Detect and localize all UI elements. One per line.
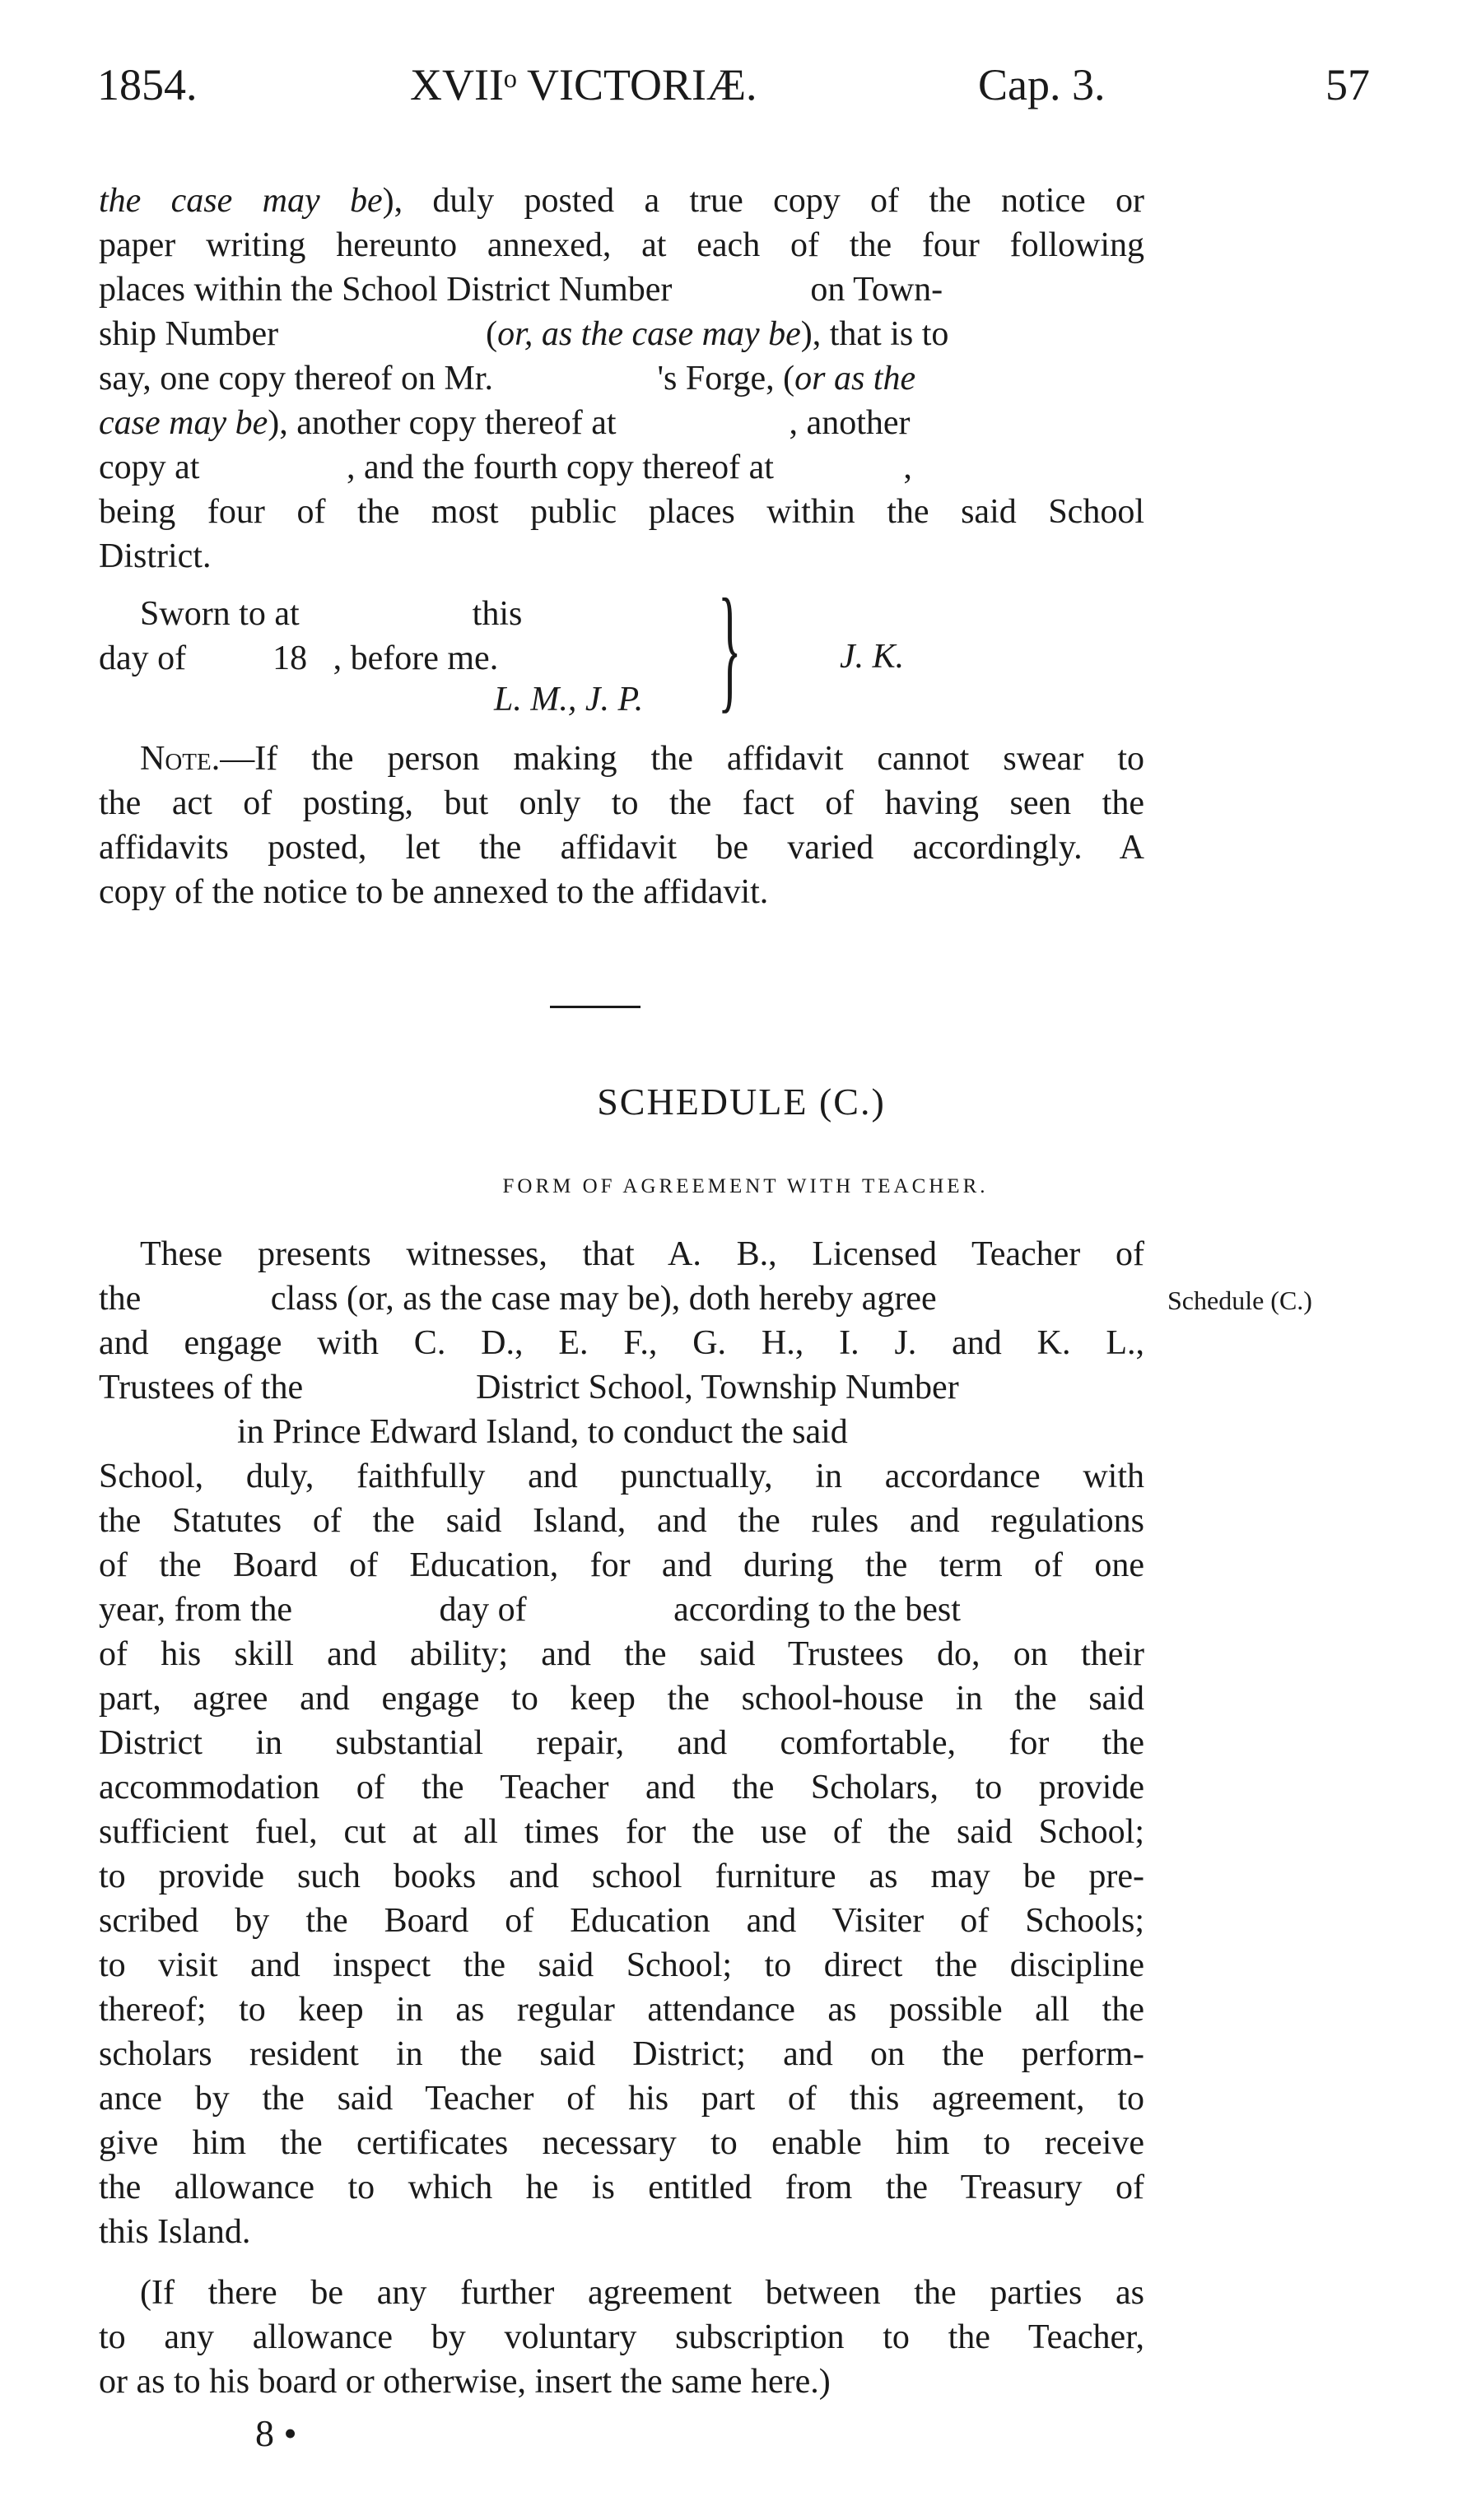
jurat-line: Sworn to at this (140, 595, 523, 633)
italic-phrase: the case may be (99, 182, 383, 220)
line-text: ), duly posted a true copy of the notice or (382, 182, 1144, 220)
signature-initials: J. K. (840, 638, 905, 676)
affidavit-line (99, 313, 1144, 356)
agreement-line: this Island. (99, 2213, 251, 2251)
affidavit-line: copy at , and the fourth copy thereof at , (99, 449, 912, 486)
agreement-line: in Prince Edward Island, to conduct the said (99, 1413, 848, 1451)
jurat-line: day of 18 , before me. (99, 639, 499, 677)
margin-note: Schedule (C.) (1167, 1286, 1312, 1315)
further-agreement-line: to any allowance by voluntary subscription to the Teacher, (99, 2318, 1144, 2356)
affidavit-line: paper writing hereunto annexed, at each of the four following (99, 226, 1144, 264)
line-text: say, one copy thereof on Mr. 's Forge, ( (99, 360, 795, 398)
agreement-line: to visit and inspect the said School; to direct the discipline (99, 1946, 1144, 1984)
agreement-line: and engage with C. D., E. F., G. H., I. J. and K. L., (99, 1324, 1144, 1362)
agreement-line: year, from the day of according to the best (99, 1591, 961, 1629)
further-agreement-line: or as to his board or otherwise, insert the same here.) (99, 2363, 831, 2401)
agreement-line: the Statutes of the said Island, and the rules and regulations (99, 1502, 1144, 1540)
note-line (140, 737, 1144, 780)
agreement-line: scribed by the Board of Education and Visiter of Schools; (99, 1902, 1144, 1940)
further-agreement-line: (If there be any further agreement between the parties as (140, 2274, 1144, 2312)
agreement-line: District in substantial repair, and comfortable, for the (99, 1724, 1144, 1762)
agreement-line: part, agree and engage to keep the school-house in the said (99, 1680, 1144, 1718)
agreement-line: These presents witnesses, that A. B., Licensed Teacher of (140, 1235, 1144, 1273)
agreement-line: the class (or, as the case may be), doth hereby agree (99, 1280, 937, 1318)
agreement-line: sufficient fuel, cut at all times for the use of the said School; (99, 1813, 1144, 1851)
note-label: Note. (140, 740, 221, 778)
signature-mark: 8 • (255, 2412, 297, 2454)
agreement-line: School, duly, faithfully and punctually, in accordance with (99, 1458, 1144, 1495)
affidavit-line (99, 402, 1144, 444)
note-line: copy of the notice to be annexed to the affidavit. (99, 873, 769, 911)
agreement-line: the allowance to which he is entitled from the Treasury of (99, 2169, 1144, 2206)
page-number: 57 (1325, 60, 1370, 109)
line-text: ship Number ( (99, 315, 498, 353)
note-line: the act of posting, but only to the fact of having seen the (99, 784, 1144, 822)
agreement-line: scholars resident in the said District; and on the perform- (99, 2035, 1144, 2073)
agreement-line: of his skill and ability; and the said Trustees do, on their (99, 1635, 1144, 1673)
agreement-line: of the Board of Education, for and during the term of one (99, 1546, 1144, 1584)
header-chapter: Cap. 3. (978, 60, 1106, 109)
agreement-line: to provide such books and school furniture as may be pre- (99, 1857, 1144, 1895)
agreement-line: accommodation of the Teacher and the Scholars, to provide (99, 1769, 1144, 1806)
note-line: affidavits posted, let the affidavit be varied accordingly. A (99, 829, 1144, 867)
agreement-line: thereof; to keep in as regular attendance as possible all the (99, 1991, 1144, 2029)
agreement-line: give him the certificates necessary to enable him to receive (99, 2124, 1144, 2162)
line-text: —If the person making the affidavit cannot swear to (220, 740, 1144, 778)
agreement-line: Trustees of the District School, Township Number (99, 1369, 959, 1406)
brace-icon: } (718, 570, 742, 725)
affidavit-line (99, 179, 1144, 222)
italic-phrase: or as the (794, 360, 916, 398)
header-title: XVIIᵒ VICTORIÆ. (410, 60, 757, 109)
line-text: ), that is to (800, 315, 949, 353)
jurat-justice: L. M., J. P. (494, 681, 644, 718)
affidavit-line (99, 357, 1144, 400)
header-year: 1854. (97, 60, 198, 109)
affidavit-line: places within the School District Number on Town- (99, 271, 943, 309)
schedule-title: SCHEDULE (C.) (597, 1081, 886, 1123)
schedule-subtitle: FORM OF AGREEMENT WITH TEACHER. (502, 1175, 989, 1197)
line-text: ), another copy thereof at , another (268, 404, 911, 442)
affidavit-line: District. (99, 537, 212, 575)
italic-phrase: or, as the case may be (497, 315, 801, 353)
agreement-line: ance by the said Teacher of his part of this agreement, to (99, 2080, 1144, 2118)
section-divider (550, 1006, 640, 1008)
italic-phrase: case may be (99, 404, 268, 442)
affidavit-line: being four of the most public places within the said School (99, 493, 1144, 531)
